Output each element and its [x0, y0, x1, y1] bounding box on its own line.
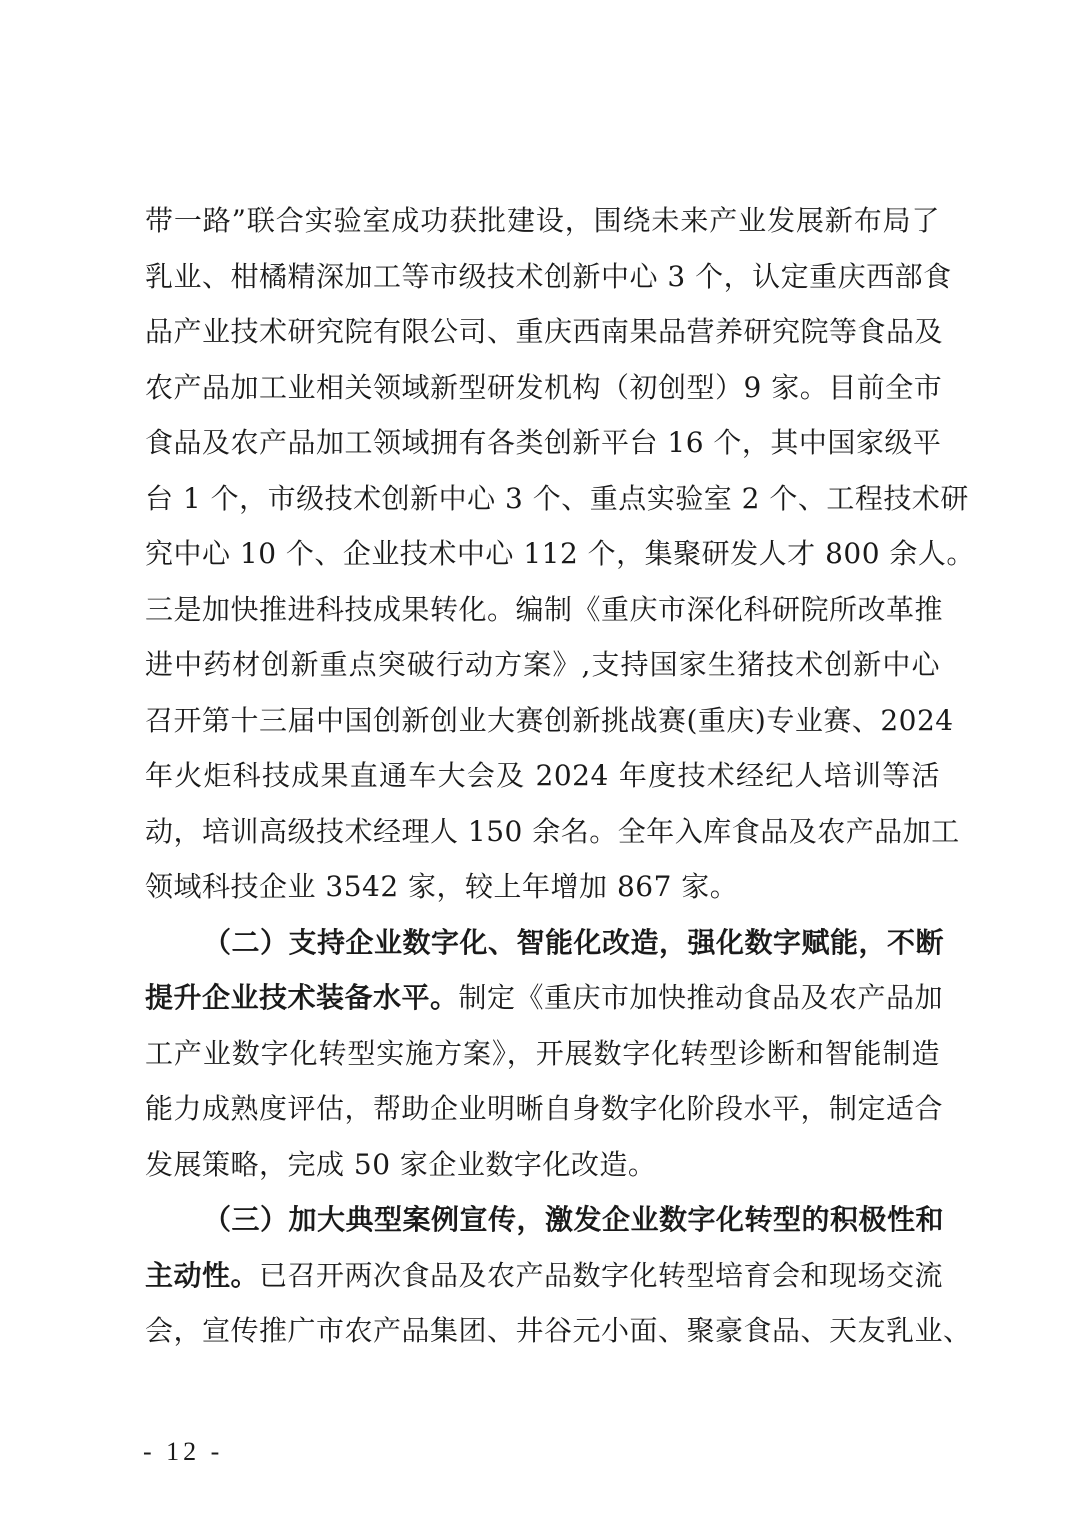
text-line — [145, 748, 940, 804]
line-text: 动，培训高级技术经理人 150 余名。全年入库食品及农产品加工 — [145, 814, 960, 848]
text-line — [145, 859, 940, 915]
text-line — [145, 1137, 940, 1193]
text-line — [145, 637, 940, 693]
line-text: 台 1 个，市级技术创新中心 3 个、重点实验室 2 个、工程技术研 — [145, 481, 969, 515]
line-text: 年火炬科技成果直通车大会及 2024 年度技术经纪人培训等活 — [145, 759, 940, 792]
section-heading-line — [145, 915, 945, 971]
text-line — [145, 471, 969, 527]
line-text: 工产业数字化转型实施方案》，开展数字化转型诊断和智能制造 — [145, 1036, 940, 1070]
bold-heading-text: （三）加大典型案例宣传，激发企业数字化转型的积极性和 — [203, 1203, 945, 1236]
text-line — [145, 1026, 940, 1082]
line-text: 已召开两次食品及农产品数字化转型培育会和现场交流 — [259, 1258, 944, 1292]
line-text: 领域科技企业 3542 家，较上年增加 867 家。 — [145, 870, 739, 903]
text-line — [145, 526, 975, 582]
text-line — [145, 193, 940, 249]
body-text — [145, 193, 975, 1359]
line-text: 召开第十三届中国创新创业大赛创新挑战赛(重庆)专业赛、2024 — [145, 703, 954, 737]
line-text: 进中药材创新重点突破行动方案》,支持国家生猪技术创新中心 — [145, 648, 940, 681]
text-line — [145, 304, 944, 360]
line-text: 究中心 10 个、企业技术中心 112 个，集聚研发人才 800 余人。 — [145, 537, 975, 570]
text-line — [145, 970, 944, 1026]
text-line — [145, 1303, 972, 1359]
line-text: 会，宣传推广市农产品集团、井谷元小面、聚豪食品、天友乳业、 — [145, 1314, 972, 1347]
page-number: - 12 - — [143, 1437, 224, 1466]
text-line — [145, 582, 944, 638]
bold-heading-text: 提升企业技术装备水平。 — [145, 981, 459, 1014]
line-text: 农产品加工业相关领域新型研发机构（初创型）9 家。目前全市 — [145, 370, 943, 404]
text-line — [145, 804, 960, 860]
line-text: 三是加快推进科技成果转化。编制《重庆市深化科研院所改革推 — [145, 592, 944, 626]
text-line — [145, 693, 954, 749]
section-heading-line — [145, 1192, 945, 1248]
line-text: 发展策略，完成 50 家企业数字化改造。 — [145, 1147, 657, 1181]
line-text: 乳业、柑橘精深加工等市级技术创新中心 3 个，认定重庆西部食 — [145, 259, 952, 293]
text-line — [145, 1081, 944, 1137]
bold-heading-text: 主动性。 — [145, 1258, 260, 1292]
line-text: 食品及农产品加工领域拥有各类创新平台 16 个，其中国家级平 — [145, 426, 942, 459]
bold-heading-text: （二）支持企业数字化、智能化改造，强化数字赋能，不断 — [203, 925, 945, 959]
text-line — [145, 249, 952, 305]
text-line — [145, 415, 940, 471]
text-line — [145, 1248, 944, 1304]
line-text: 制定《重庆市加快推动食品及农产品加 — [458, 981, 944, 1014]
line-text: 品产业技术研究院有限公司、重庆西南果品营养研究院等食品及 — [145, 315, 944, 348]
text-line — [145, 360, 943, 416]
line-text: 能力成熟度评估，帮助企业明晰自身数字化阶段水平，制定适合 — [145, 1092, 944, 1125]
line-text: 带一路”联合实验室成功获批建设，围绕未来产业发展新布局了 — [145, 204, 940, 237]
